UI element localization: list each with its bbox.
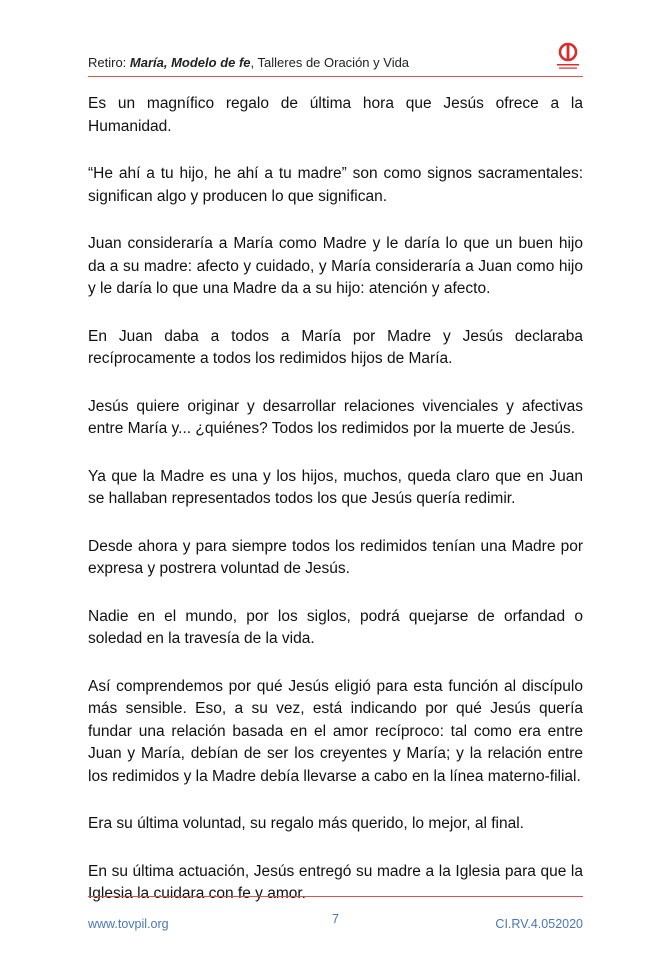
header-suffix: , Talleres de Oración y Vida bbox=[250, 55, 410, 70]
retreat-title: María, Modelo de fe bbox=[129, 55, 251, 70]
footer-divider bbox=[88, 896, 583, 897]
header-title bbox=[88, 55, 409, 70]
paragraph: Juan consideraría a María como Madre y le daría lo que un buen hijo da a su madre: afecto y cuidado, y María consideraría a Juan como hijo y le daría lo que una Madre da a su hijo: atención y afecto. bbox=[88, 235, 583, 297]
paragraph: “He ahí a tu hijo, he ahí a tu madre” son como signos sacramentales: significan algo y producen lo que significan. bbox=[88, 165, 583, 205]
header-prefix: Retiro: bbox=[88, 55, 130, 70]
paragraph: Era su última voluntad, su regalo más querido, lo mejor, al final. bbox=[88, 815, 524, 832]
paragraph: En Juan daba a todos a María por Madre y Jesús declaraba recíprocamente a todos los redimidos hijos de María. bbox=[88, 327, 583, 367]
page-header bbox=[88, 42, 583, 77]
page-number: 7 bbox=[332, 912, 339, 926]
paragraph: Así comprendemos por qué Jesús eligió para esta función al discípulo más sensible. Eso, a su vez, está indicando por qué Jesús quería fundar una relación basada en el amor recíproco: tal como era entre Juan y María, debían de ser los creyentes y María; y la relación entre los redimidos y la Madre debía llevarse a cabo en la línea materno-filial. bbox=[88, 677, 583, 785]
paragraph: Es un magnífico regalo de última hora que Jesús ofrece a la Humanidad. bbox=[88, 95, 583, 135]
tov-logo-icon bbox=[553, 42, 583, 72]
paragraph: Desde ahora y para siempre todos los redimidos tenían una Madre por expresa y postrera voluntad de Jesús. bbox=[88, 537, 583, 577]
document-code: CI.RV.4.052020 bbox=[495, 917, 583, 931]
footer-website-link[interactable]: www.tovpil.org bbox=[88, 917, 169, 931]
paragraph: Ya que la Madre es una y los hijos, muchos, queda claro que en Juan se hallaban representados todos los que Jesús quería redimir. bbox=[88, 467, 583, 507]
paragraph: En su última actuación, Jesús entregó su madre a la Iglesia para que la Iglesia la cuidara con fe y amor. bbox=[88, 862, 583, 902]
paragraph: Jesús quiere originar y desarrollar relaciones vivenciales y afectivas entre María y... ¿quiénes? Todos los redimidos por la muerte de Jesús. bbox=[88, 397, 583, 437]
page-body bbox=[88, 93, 583, 931]
paragraph: Nadie en el mundo, por los siglos, podrá quejarse de orfandad o soledad en la travesía de la vida. bbox=[88, 607, 583, 647]
